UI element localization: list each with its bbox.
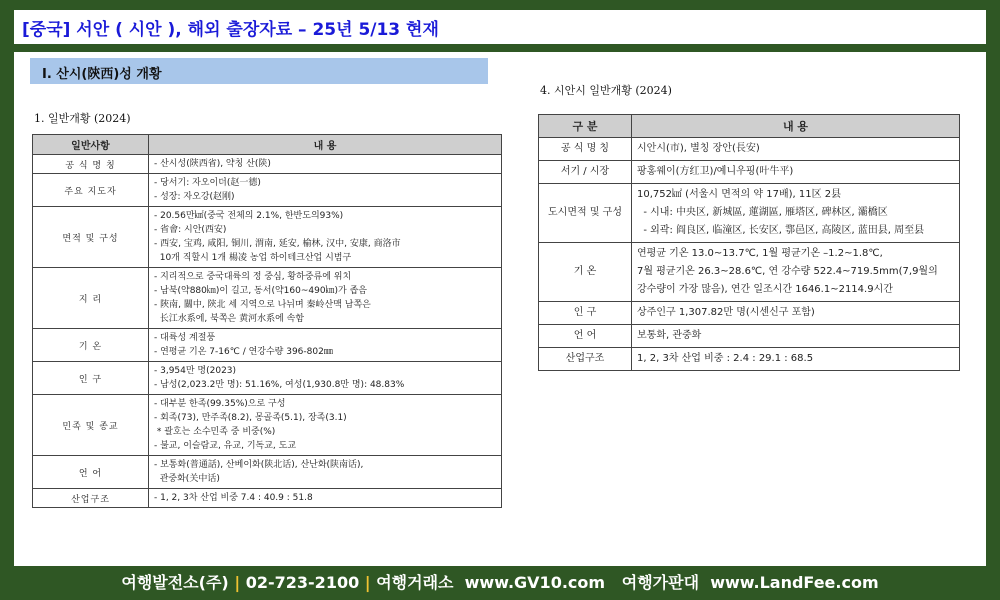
- separator: |: [364, 573, 371, 592]
- row-label: 인 구: [33, 362, 149, 395]
- content-line: 시안시(市), 별칭 장안(長安): [637, 143, 760, 154]
- col-header: 내 용: [149, 135, 502, 155]
- row-content: [149, 174, 502, 207]
- table-row: [33, 456, 502, 489]
- row-label: 인 구: [539, 302, 632, 325]
- row-content: [149, 395, 502, 456]
- row-content: [632, 161, 960, 184]
- city-overview-table: [538, 114, 960, 371]
- content-line: - 당서기: 자오이더(赵一德): [154, 178, 261, 188]
- website-link[interactable]: www.GV10.com: [464, 573, 606, 592]
- row-content: [149, 329, 502, 362]
- row-label: 산업구조: [539, 348, 632, 371]
- row-label: 주요 지도자: [33, 174, 149, 207]
- content-line: 10개 직할시 1개 楊凌 농업 하이테크산업 시범구: [154, 253, 352, 263]
- phone-number: 02-723-2100: [245, 573, 360, 592]
- section-header-text: Ⅰ. 산시(陝西)성 개황: [42, 67, 162, 82]
- row-label: 산업구조: [33, 489, 149, 508]
- content-line: 관중화(关中话): [154, 474, 220, 484]
- table-row: [539, 243, 960, 302]
- content-line: - 보통화(普通話), 산베이화(陕北话), 산난화(陕南话),: [154, 460, 364, 470]
- row-label: 서기 / 시장: [539, 161, 632, 184]
- row-content: [149, 456, 502, 489]
- row-label: 지 리: [33, 268, 149, 329]
- content-line: - 시내: 中央区, 新城區, 蓮湖區, 雁塔区, 碑林区, 灞橋区: [637, 207, 888, 218]
- table-row: [539, 184, 960, 243]
- content-line: 팡홍웨이(方红卫)/예니우핑(叶牛平): [637, 166, 794, 177]
- table-row: [539, 325, 960, 348]
- content-line: 강수량이 가장 많음), 연간 일조시간 1646.1~2114.9시간: [637, 284, 893, 295]
- table-row: [33, 268, 502, 329]
- content-line: - 산시성(陝西省), 약칭 산(陕): [154, 159, 271, 169]
- content-line: - 남성(2,023.2만 명): 51.16%, 여성(1,930.8만 명): 48.83%: [154, 380, 405, 390]
- row-label: 기 온: [539, 243, 632, 302]
- row-content: [149, 207, 502, 268]
- row-content: [149, 155, 502, 174]
- right-subtitle: 4. 시안시 일반개황 (2024): [540, 84, 672, 97]
- row-label: 언 어: [539, 325, 632, 348]
- row-content: [149, 362, 502, 395]
- content-line: 연평균 기온 13.0~13.7℃, 1월 평균기온 –1.2~1.8℃,: [637, 248, 883, 259]
- row-content: [149, 268, 502, 329]
- content-line: - 회족(73), 만주족(8.2), 몽골족(5.1), 장족(3.1): [154, 413, 347, 423]
- row-content: [632, 348, 960, 371]
- row-content: [632, 138, 960, 161]
- row-content: [632, 325, 960, 348]
- col-header: 내 용: [632, 115, 960, 138]
- content-line: - 대부분 한족(99.35%)으로 구성: [154, 399, 286, 409]
- content-line: - 외곽: 阎良区, 临潼区, 长安区, 鄠邑区, 高陵区, 蓝田县, 周至县: [637, 225, 925, 236]
- table-row: [33, 207, 502, 268]
- content-line: - 西安, 宝鸡, 咸阳, 铜川, 渭南, 延安, 榆林, 汉中, 安康, 商洛市: [154, 239, 401, 249]
- content-line: 1, 2, 3차 산업 비중 : 2.4 : 29.1 : 68.5: [637, 353, 814, 364]
- row-content: [632, 243, 960, 302]
- page-title: [중국] 서안 ( 시안 ), 해외 출장자료 – 25년 5/13 현재: [22, 20, 439, 40]
- col-header: 구 분: [539, 115, 632, 138]
- row-label: 민족 및 종교: [33, 395, 149, 456]
- content-line: 상주인구 1,307.82만 명(시센신구 포함): [637, 307, 815, 318]
- table-row: [33, 174, 502, 207]
- content-line: - 지리적으로 중국대륙의 정 중심, 황하중류에 위치: [154, 272, 352, 282]
- content-line: - 연평균 기온 7-16℃ / 연강수량 396-802㎜: [154, 347, 333, 357]
- row-label: 언 어: [33, 456, 149, 489]
- content-line: - 대륙성 계절풍: [154, 333, 216, 343]
- table-row: [33, 395, 502, 456]
- row-content: [632, 184, 960, 243]
- content-line: - 1, 2, 3차 산업 비중 7.4 : 40.9 : 51.8: [154, 493, 313, 503]
- row-label: 도시면적 및 구성: [539, 184, 632, 243]
- content-line: - 불교, 이슬람교, 유교, 기독교, 도교: [154, 441, 297, 451]
- company-name: 여행발전소(주): [121, 573, 229, 592]
- row-content: [149, 489, 502, 508]
- content-line: 10,752㎢ (서울시 면적의 약 17배), 11区 2县: [637, 189, 842, 200]
- row-label: 공 식 명 칭: [33, 155, 149, 174]
- footer-label: 여행가판대: [621, 573, 700, 592]
- content-line: - 성장: 자오강(赵刚): [154, 192, 235, 202]
- table-row: [539, 138, 960, 161]
- col-header: 일반사항: [33, 135, 149, 155]
- separator: |: [234, 573, 241, 592]
- left-subtitle: 1. 일반개황 (2024): [34, 112, 131, 125]
- website-link[interactable]: www.LandFee.com: [710, 573, 879, 592]
- province-overview-table: [32, 134, 502, 508]
- section-header: [30, 58, 488, 84]
- content-panel: [14, 52, 986, 566]
- table-row: [539, 161, 960, 184]
- content-line: * 괄호는 소수민족 중 비중(%): [154, 427, 276, 437]
- content-line: 长江水系에, 북쪽은 黄河水系에 속함: [154, 314, 305, 324]
- content-line: 보통화, 관중화: [637, 330, 702, 341]
- content-line: - 省會: 시안(西安): [154, 225, 227, 235]
- table-row: [33, 489, 502, 508]
- content-line: - 남북(약880㎞)이 길고, 동서(약160~490㎞)가 좁음: [154, 286, 368, 296]
- content-line: 7월 평균기온 26.3~28.6℃, 연 강수량 522.4~719.5mm(7,9월의: [637, 266, 938, 277]
- row-label: 면적 및 구성: [33, 207, 149, 268]
- content-line: - 3,954만 명(2023): [154, 366, 237, 376]
- table-row: [33, 329, 502, 362]
- title-bar: [14, 10, 986, 44]
- footer-label: 여행거래소: [376, 573, 454, 592]
- table-row: [33, 362, 502, 395]
- table-row: [539, 302, 960, 325]
- row-label: 기 온: [33, 329, 149, 362]
- footer: [0, 570, 1000, 593]
- content-line: - 陝南, 關中, 陝北 세 지역으로 나뉘며 秦岭산맥 남쪽은: [154, 300, 371, 310]
- row-label: 공 식 명 칭: [539, 138, 632, 161]
- table-row: [33, 155, 502, 174]
- row-content: [632, 302, 960, 325]
- table-row: [539, 348, 960, 371]
- content-line: - 20.56만㎢(중국 전체의 2.1%, 한반도의93%): [154, 211, 344, 221]
